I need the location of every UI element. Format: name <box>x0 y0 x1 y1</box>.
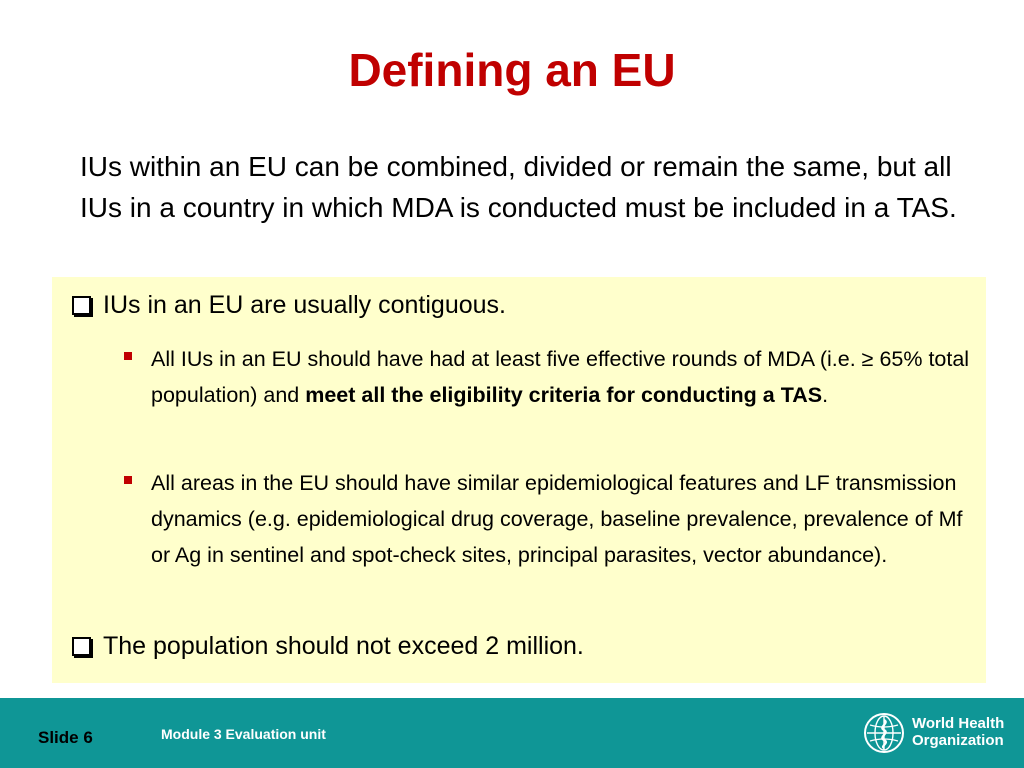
checkbox-bullet-icon <box>72 637 91 656</box>
sub-point-mda-text: All IUs in an EU should have had at least five effective rounds of MDA (i.e. ≥ 65% total population) and <box>151 347 970 407</box>
square-bullet-icon <box>124 476 132 484</box>
who-name-line1: World Health <box>912 715 1005 732</box>
slide-number: Slide 6 <box>38 728 93 747</box>
sub-point-similar-areas <box>124 465 974 573</box>
intro-paragraph: IUs within an EU can be combined, divided or remain the same, but all IUs in a country in which MDA is conducted must be included in a TAS. <box>80 151 957 223</box>
square-bullet-icon <box>124 352 132 360</box>
point-contiguous-text: IUs in an EU are usually contiguous. <box>103 291 506 319</box>
who-name <box>912 715 1004 749</box>
highlight-box <box>52 277 986 683</box>
module-label: Module 3 Evaluation unit <box>161 726 326 742</box>
who-emblem-icon <box>862 711 906 755</box>
checkbox-bullet-icon <box>72 296 91 315</box>
sub-point-mda-rounds <box>124 341 974 413</box>
sub-point-mda-bold: meet all the eligibility criteria for conducting a TAS <box>305 383 823 407</box>
point-contiguous <box>72 289 506 321</box>
sub-point-similar-text: All areas in the EU should have similar epidemiological features and LF transmission dynamics (e.g. epidemiological drug coverage, baseline prevalence, prevalence of Mf or Ag in sentinel and spot-check sites, principal parasites, vector abundance). <box>151 471 963 567</box>
point-population <box>72 630 584 662</box>
slide-title: Defining an EU <box>348 44 676 96</box>
point-population-text: The population should not exceed 2 million. <box>103 632 584 660</box>
who-name-line2: Organization <box>912 732 1004 749</box>
sub-point-mda-end: . <box>822 383 829 407</box>
